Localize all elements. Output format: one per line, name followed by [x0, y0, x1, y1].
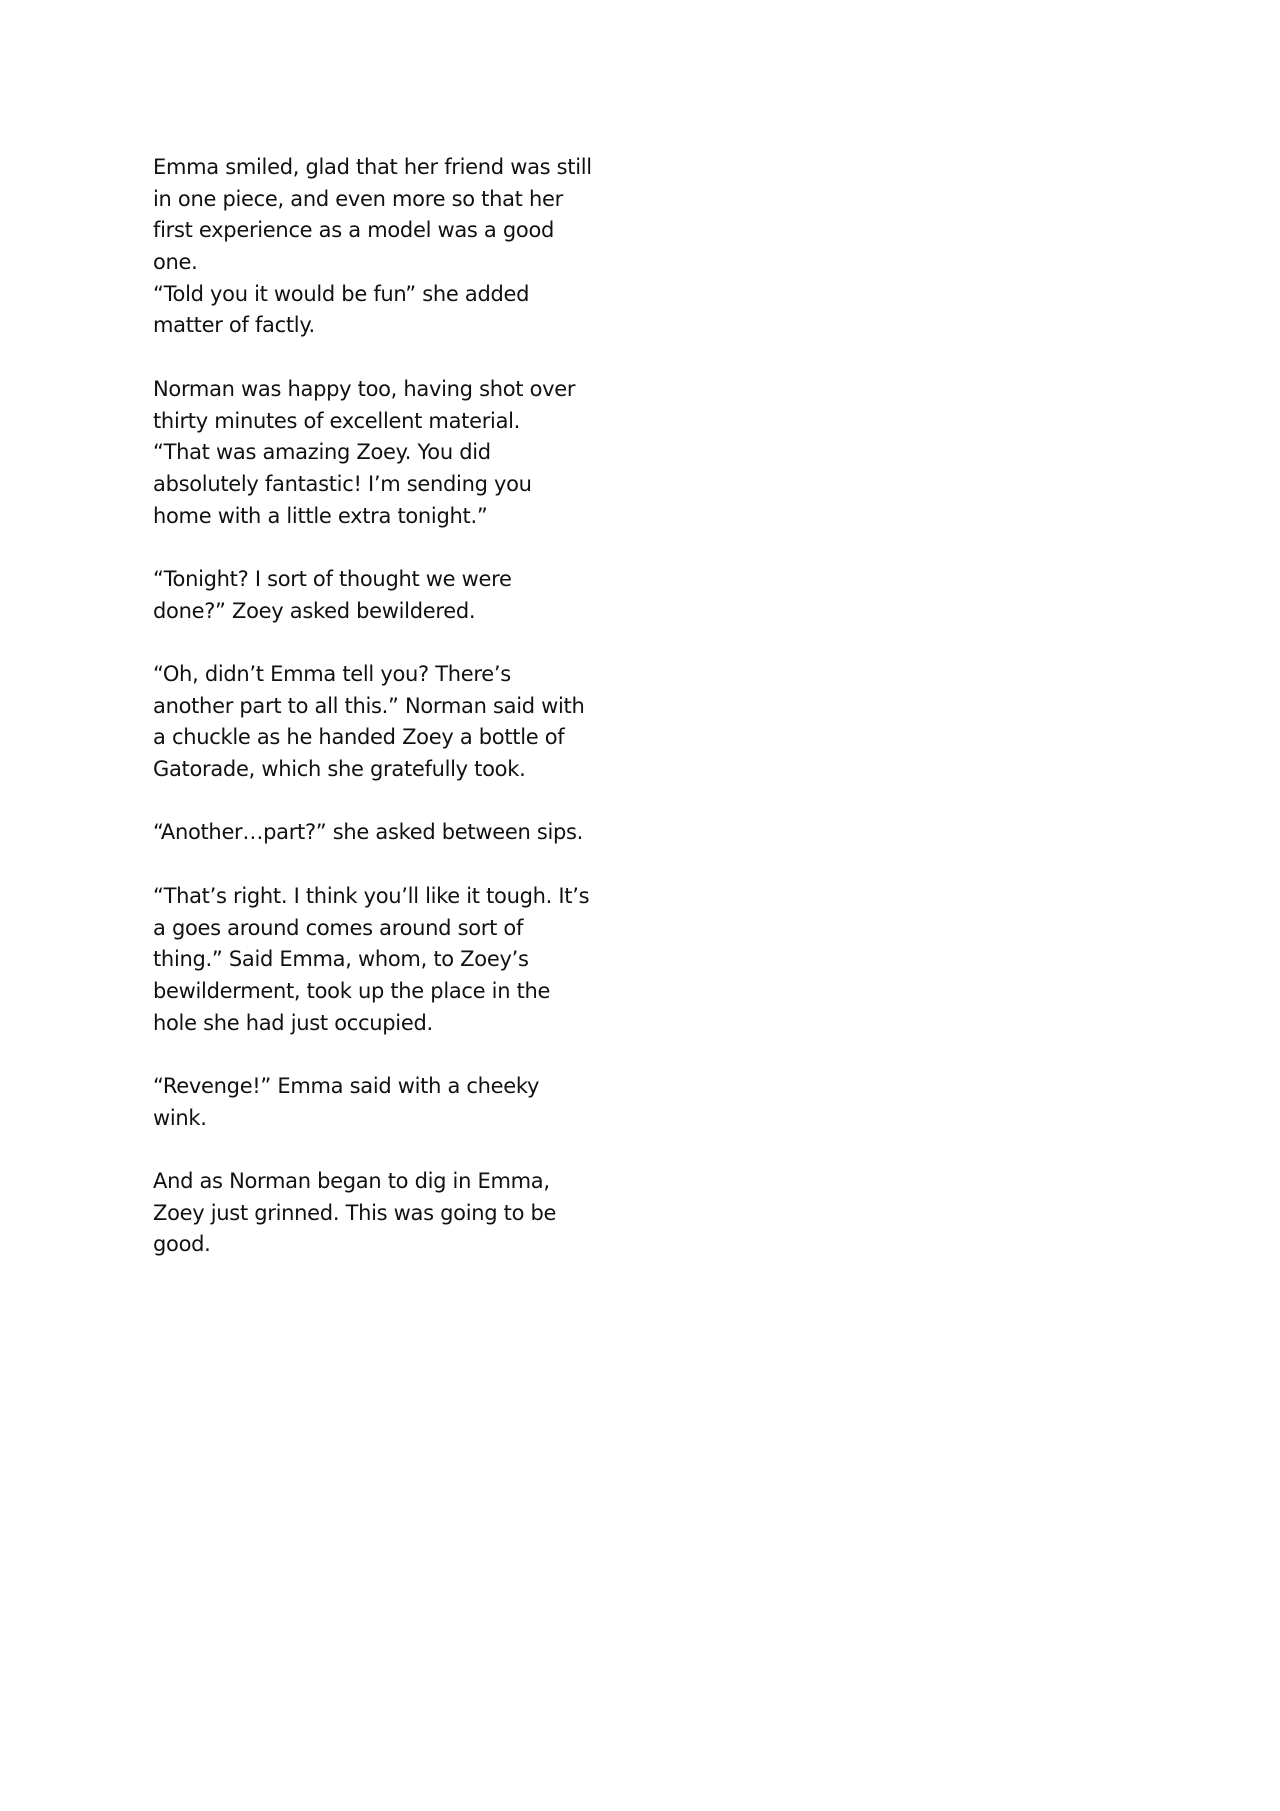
body-text — [153, 152, 623, 1261]
paragraph-gap — [153, 786, 623, 818]
paragraph-gap — [153, 532, 623, 564]
text-line: good. — [153, 1232, 211, 1257]
paragraph-gap — [153, 849, 623, 881]
text-line: first experience as a model was a good — [153, 218, 555, 243]
text-line: “Told you it would be fun” she added — [153, 281, 530, 306]
text-line: thirty minutes of excellent material. — [153, 408, 521, 433]
text-line: “Tonight? I sort of thought we were — [153, 566, 512, 591]
text-line: Zoey just grinned. This was going to be — [153, 1200, 557, 1225]
text-line: thing.” Said Emma, whom, to Zoey’s — [153, 947, 529, 972]
text-line: hole she had just occupied. — [153, 1010, 433, 1035]
paragraph-gap — [153, 1039, 623, 1071]
text-line: Gatorade, which she gratefully took. — [153, 757, 526, 782]
text-line: absolutely fantastic! I’m sending you — [153, 471, 532, 496]
text-line: in one piece, and even more so that her — [153, 186, 563, 211]
text-line: done?” Zoey asked bewildered. — [153, 598, 476, 623]
text-line: “Another…part?” she asked between sips. — [153, 820, 584, 845]
paragraph-gap — [153, 1134, 623, 1166]
text-line: And as Norman began to dig in Emma, — [153, 1169, 550, 1193]
text-line: wink. — [153, 1105, 207, 1130]
paragraph-gap — [153, 627, 623, 659]
text-line: Norman was happy too, having shot over — [153, 376, 576, 401]
text-line: “That was amazing Zoey. You did — [153, 440, 491, 465]
paragraph-gap — [153, 342, 623, 374]
text-line: a chuckle as he handed Zoey a bottle of — [153, 725, 565, 750]
text-line: “That’s right. I think you’ll like it tough. It’s — [153, 883, 590, 908]
text-line: a goes around comes around sort of — [153, 915, 524, 940]
text-line: one. — [153, 250, 198, 275]
text-line: Emma smiled, glad that her friend was still — [153, 155, 592, 179]
text-line: “Revenge!” Emma said with a cheeky — [153, 1073, 540, 1098]
text-line: “Oh, didn’t Emma tell you? There’s — [153, 662, 511, 686]
text-line: home with a little extra tonight.” — [153, 503, 488, 528]
text-line: another part to all this.” Norman said with — [153, 693, 585, 718]
text-line: matter of factly. — [153, 313, 315, 338]
text-line: bewilderment, took up the place in the — [153, 978, 551, 1003]
